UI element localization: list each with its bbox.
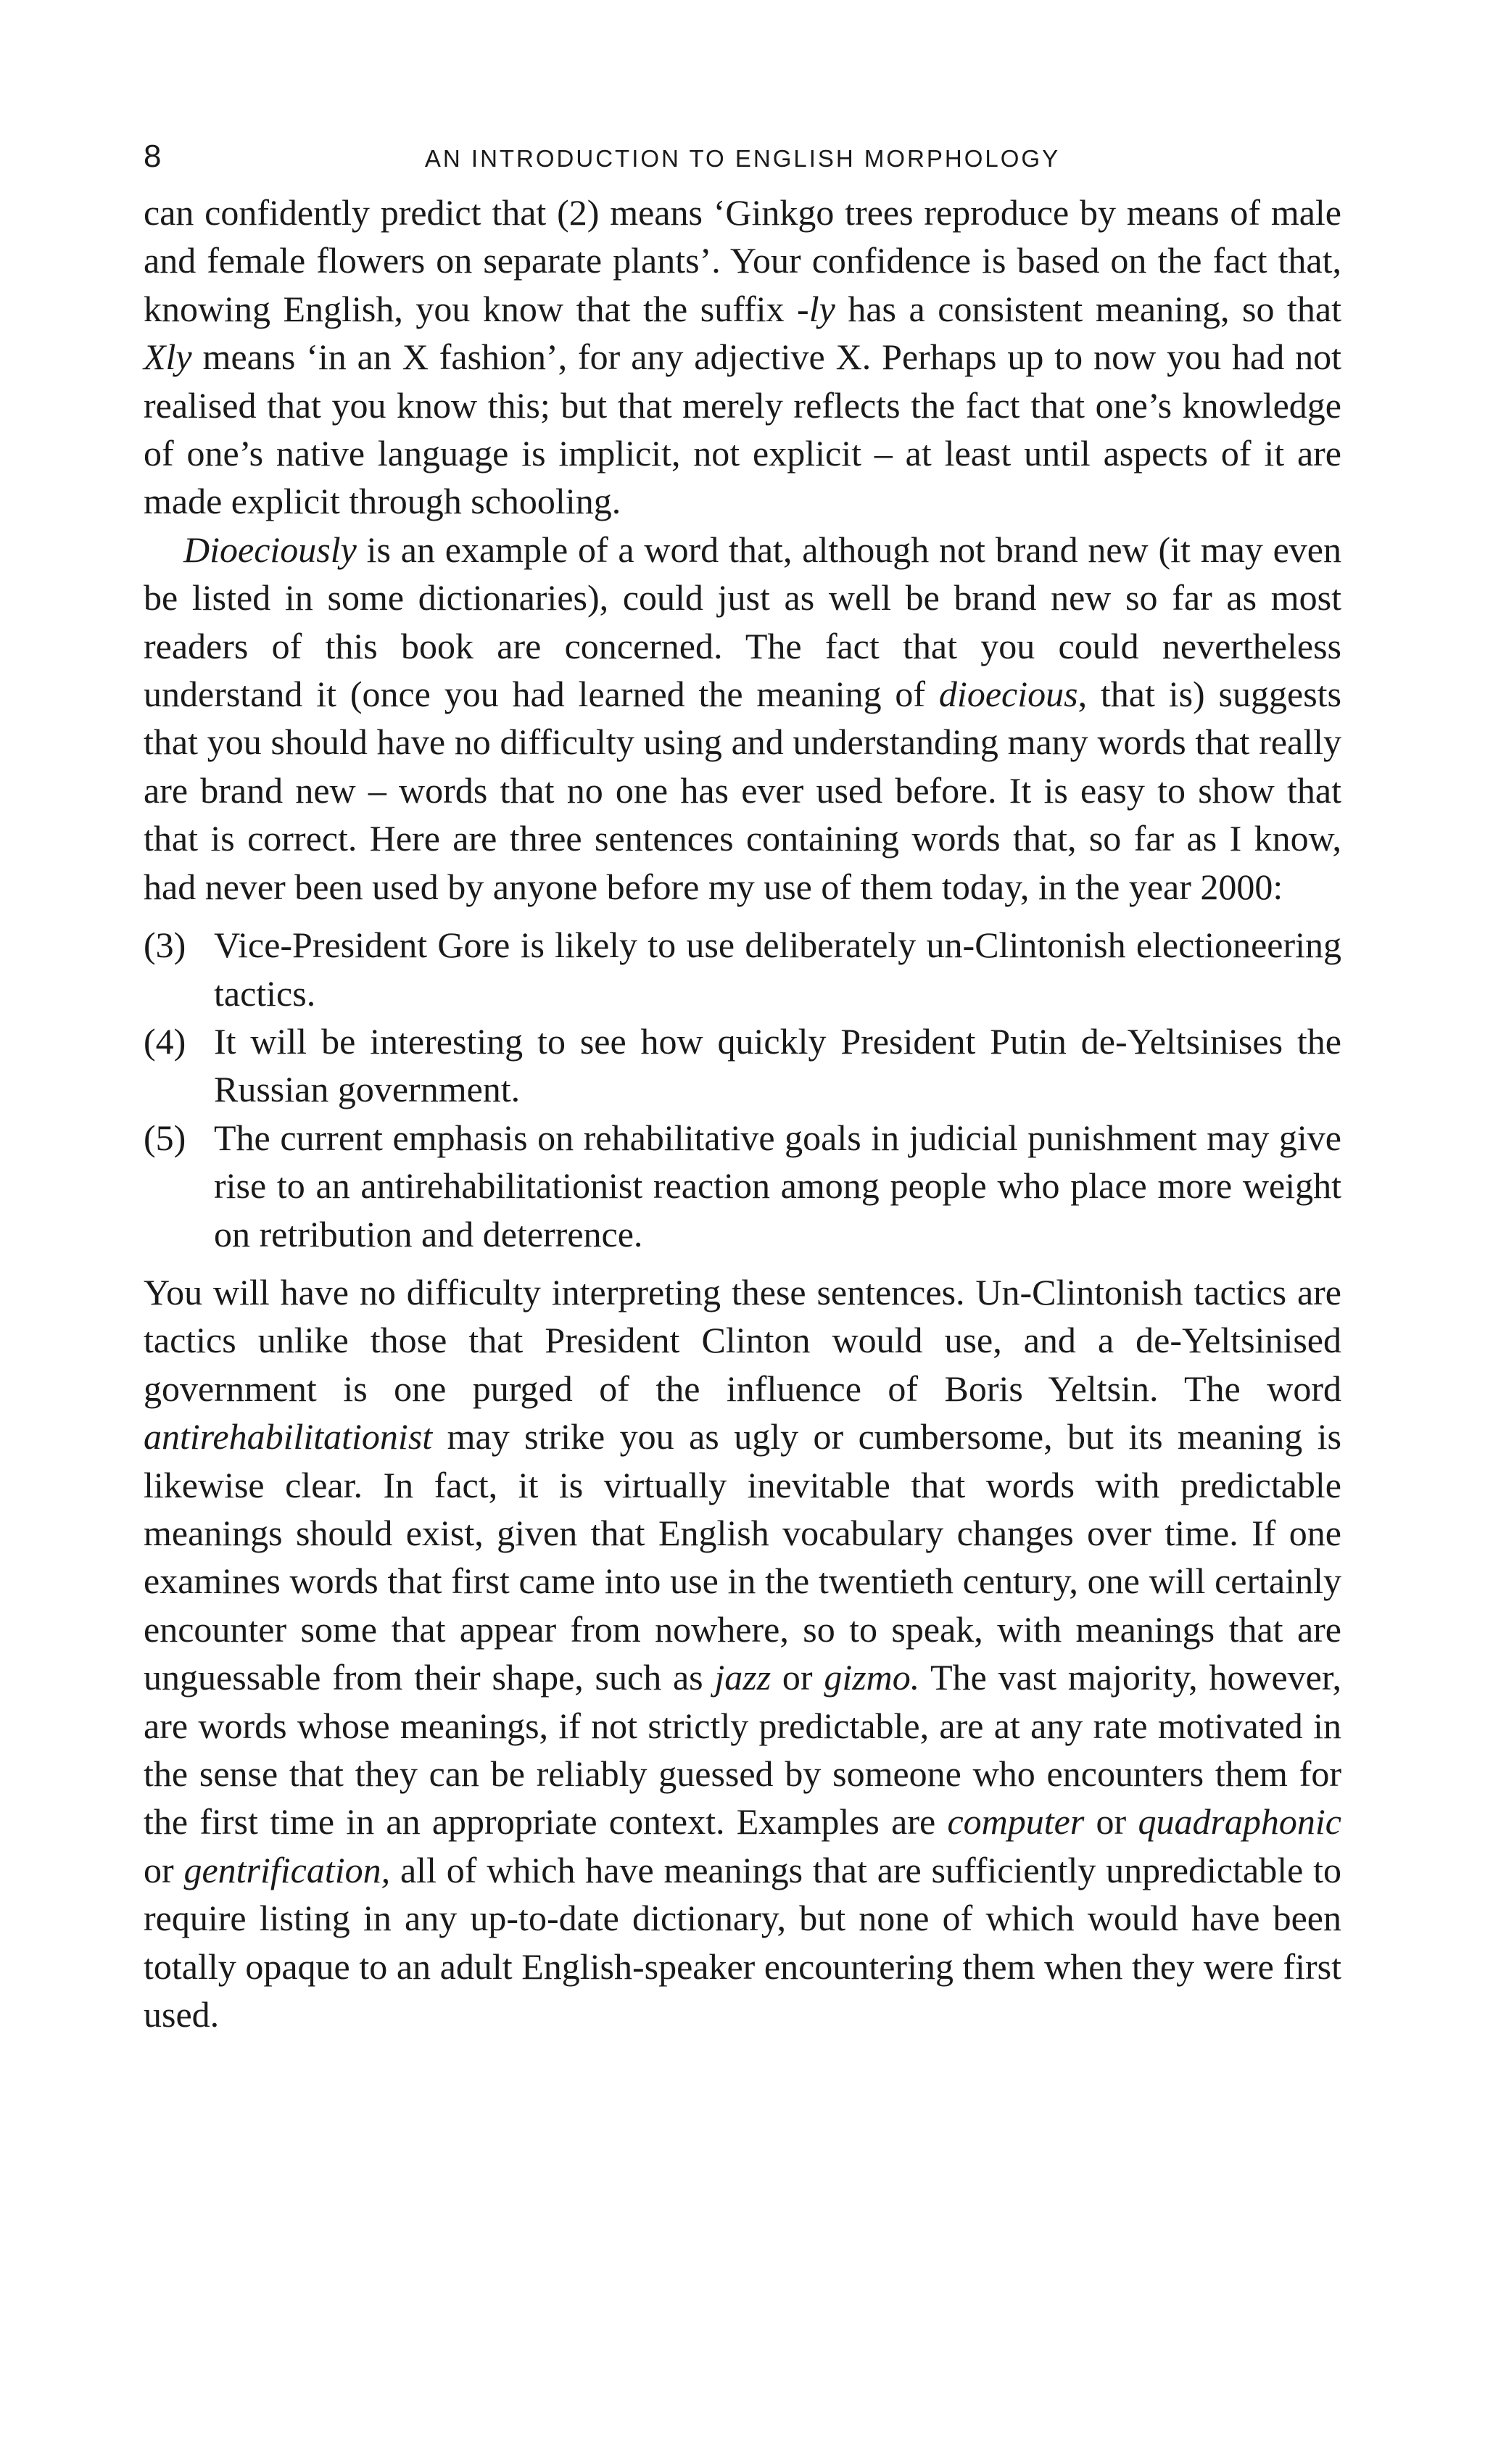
paragraph-1 [144, 189, 1341, 526]
running-header [144, 131, 1341, 189]
example-item [144, 1114, 1341, 1258]
example-list [144, 921, 1341, 1258]
example-number: (3) [144, 925, 186, 966]
example-item [144, 921, 1341, 1017]
paragraph-3-text: may strike you as ugly or cumbersome, but its meaning is likewise clear. In fact, it is virtually inevitable that words with predictable meanings should exist, given that English vocabulary changes over time. If one examines words that first came into use in the twentieth century, one will certainly encounter some that appear from nowhere, so to speak, with meanings that are unguessable from their shape, such as [144, 1416, 1341, 1698]
example-sentence: The current emphasis on rehabilitative goals in judicial punishment may give rise to an antirehabilitationist reaction among people who place more weight on retribution and deterrence. [214, 1117, 1341, 1254]
paragraph-3 [144, 1268, 1341, 2039]
paragraph-3-text: You will have no difficulty interpreting these sentences. Un-Clintonish tactics are tactics unlike those that President Clinton would use, and a de-Yeltsinised government is one purged of the influence of Boris Yeltsin. The word [144, 1271, 1341, 1409]
book-page [144, 131, 1341, 2038]
paragraph-2 [144, 526, 1341, 911]
paragraph-3-text: or [771, 1657, 824, 1698]
example-number: (5) [144, 1117, 186, 1158]
example-sentence: Vice-President Gore is likely to use deliberately un-Clintonish electioneering tactics. [214, 925, 1341, 1014]
example-number: (4) [144, 1020, 186, 1062]
body-text [144, 189, 1341, 2038]
paragraph-3-text: The vast majority, however, are words whose meanings, if not strictly predictable, are at any rate motivated in the sense that they can be reliably guessed by someone who encounters them for the first time in an appropriate context. Examples are [144, 1657, 1341, 1843]
paragraph-3-text: all of which have meanings that are sufficiently unpredictable to require listing in any up-to-date dictionary, but none of which would have been totally opaque to an adult English-speaker encountering them when they were first used. [144, 1849, 1341, 2035]
italic-term: -ly [797, 288, 835, 329]
italic-term: Dioeciously [183, 529, 357, 570]
italic-term: antirehabilitationist [144, 1416, 433, 1458]
paragraph-1-text: means ‘in an X fashion’, for any adjective X. Perhaps up to now you had not realised that you know this; but that merely reflects the fact that one’s knowledge of one’s native language is implicit, not explicit – at least until aspects of it are made explicit through schooling. [144, 336, 1341, 522]
italic-term: dioecious [938, 674, 1078, 715]
example-item [144, 1017, 1341, 1114]
paragraph-3-text: or [144, 1849, 184, 1890]
page-number: 8 [144, 139, 162, 174]
italic-term: gentrification, [183, 1849, 391, 1890]
example-sentence: It will be interesting to see how quickly President Putin de-Yeltsinises the Russian government. [214, 1020, 1341, 1110]
paragraph-1-text: can confidently predict that (2) means ‘Ginkgo trees reproduce by means of male and female flowers on separate plants’. Your confidence is based on the fact that, knowing English, you know that the suffix [144, 192, 1341, 329]
italic-term: quadraphonic [1138, 1801, 1341, 1843]
italic-term: jazz [714, 1657, 772, 1698]
paragraph-2-text: is an example of a word that, although not brand new (it may even be listed in some dictionaries), could just as well be brand new so far as most readers of this book are concerned. The fact that you could nevertheless understand it (once you had learned the meaning of [144, 529, 1341, 715]
paragraph-2-text: , that is) suggests that you should have no difficulty using and understanding many words that really are brand new – words that no one has ever used before. It is easy to show that that is correct. Here are three sentences containing words that, so far as I know, had never been used by anyone before my use of them today, in the year 2000: [144, 674, 1341, 907]
italic-term: gizmo. [824, 1657, 920, 1698]
running-title: AN INTRODUCTION TO ENGLISH MORPHOLOGY [424, 145, 1061, 172]
italic-term: computer [947, 1801, 1085, 1843]
paragraph-3-text: or [1084, 1801, 1138, 1843]
italic-term: Xly [144, 336, 192, 378]
paragraph-1-text: has a consistent meaning, so that [835, 288, 1341, 329]
